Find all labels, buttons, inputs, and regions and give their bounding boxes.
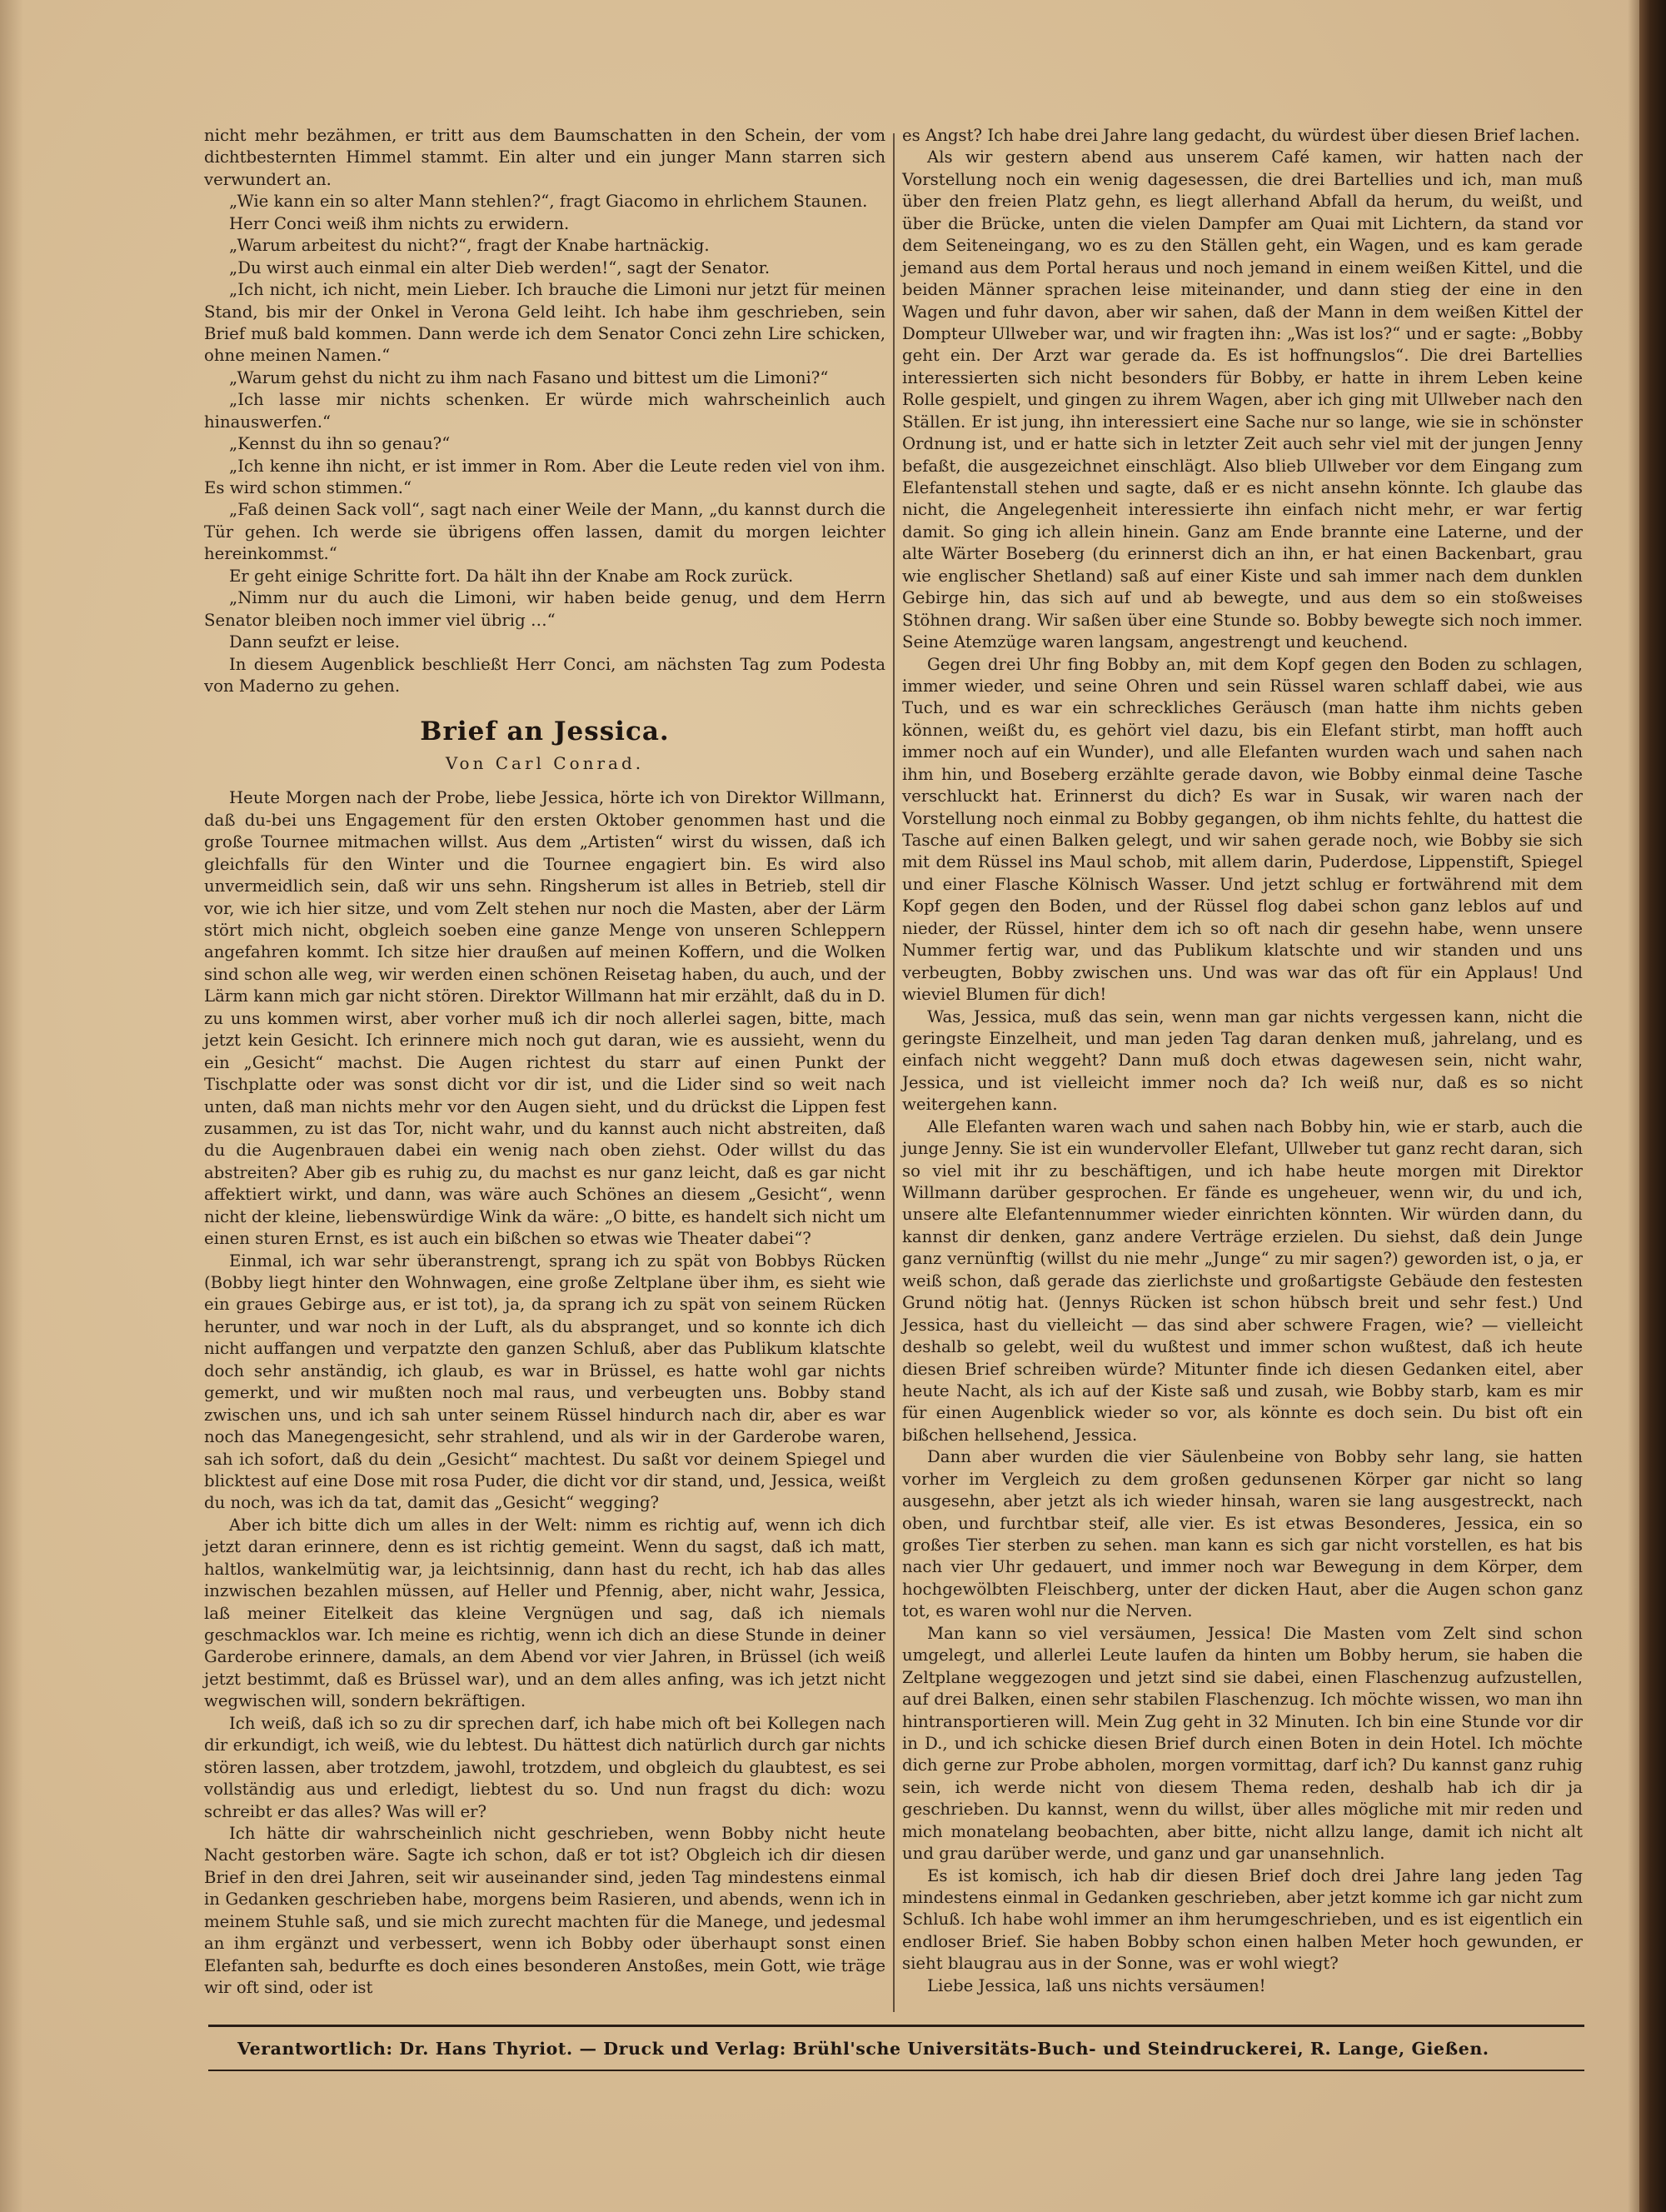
paragraph: Als wir gestern abend aus unserem Café kamen, wir hatten nach der Vorstellung noch ein wenig dagesessen, die drei Bartellies und ich, man muß über den freien Platz gehn, es liegt allerhand Abfall da herum, du weißt, und über die Brücke, unten die vielen Dampfer am Quai mit Lichtern, da stand vor dem Seiteneingang, wo es zu den Ställen geht, ein Wagen, und es kam gerade jemand aus dem Portal heraus und noch jemand in einem weißen Kittel, und die beiden Männer sprachen leise miteinander, und dann stieg der eine in den Wagen und fuhr davon, aber wir sahen, daß der Mann in dem weißen Kittel der Dompteur Ullweber war, und wir fragten ihn: „Was ist los?“ und er sagte: „Bobby geht ein. Der Arzt war gerade da. Es ist hoffnungslos“. Die drei Bartellies interessierten sich nicht besonders für Bobby, er hatte in ihrem Leben keine Rolle gespielt, und gingen zu ihrem Wagen, aber ich ging mit Ullweber nach den Ställen. Er ist jung, ihn interessiert eine Sache nur so lange, wie sie in schönster Ordnung ist, und er hatte sich in letzter Zeit auch sehr viel mit der jungen Jenny befaßt, die ausgezeichnet einschlägt. Also blieb Ullweber vor dem Eingang zum Elefantenstall stehen und sagte, daß er es nicht ansehn könnte. Ich glaube das nicht, die Angelegenheit interessierte ihn einfach nicht mehr, er war fertig damit. So ging ich allein hinein. Ganz am Ende brannte eine Laterne, und der alte Wärter Boseberg (du erinnerst dich an ihn, er hat einen Backenbart, grau wie englischer Shetland) saß auf einer Kiste und sah immer nach dem dunklen Gebirge hin, das sich auf und ab bewegte, und aus dem so ein stoßweises Stöhnen drang. Wir saßen über eine Stunde so. Bobby bewegte sich noch immer. Seine Atemzüge waren langsam, angestrengt und keuchend. [902,147,1583,652]
paragraph: Ich hätte dir wahrscheinlich nicht geschrieben, wenn Bobby nicht heute Nacht gestorben wäre. Sagte ich schon, daß er tot ist? Obgleich ich dir diesen Brief in den drei Jahren, seit wir auseinander sind, jeden Tag mindestens einmal in Gedanken geschrieben habe, morgens beim Rasieren, und abends, wenn ich in meinem Stuhle saß, und sie mich zurecht machten für die Manege, und jedesmal an ihm ergänzt und verbessert, wenn ich Bobby oder überhaupt sonst einen Elefanten sah, bedurfte es doch eines besonderen Anstoßes, mein Gott, wie träge wir oft sind, oder ist [204,1823,885,1997]
spine-shadow [1628,0,1639,2212]
book-binding [1639,0,1666,2212]
paragraph: „Wie kann ein so alter Mann stehlen?“, fragt Giacomo in ehrlichem Staunen. [229,192,868,212]
paragraph: „Nimm nur du auch die Limoni, wir haben beide genug, und dem Herrn Senator bleiben noch immer viel übrig …“ [204,588,885,630]
paragraph: Was, Jessica, muß das sein, wenn man gar nichts vergessen kann, nicht die geringste Einzelheit, und man jeden Tag daran denken muß, jahrelang, und es einfach nicht weggeht? Dann muß doch etwas dagewesen sein, nicht wahr, Jessica, und ist vielleicht immer noch da? Ich weiß nur, daß es so nicht weitergehen kann. [902,1006,1583,1115]
paragraph: Heute Morgen nach der Probe, liebe Jessica, hörte ich von Direktor Willmann, daß du-bei uns Engagement für den ersten Oktober genommen hast und die große Tournee mitmachen willst. Aus dem „Artisten“ wirst du wissen, daß ich gleichfalls für den Winter und die Tournee engagiert bin. Es wird also unvermeidlich sein, daß wir uns sehn. Ringsherum ist alles in Betrieb, stell dir vor, wie ich hier sitze, und vom Zelt stehen nur noch die Masten, aber der Lärm stört mich nicht, obgleich soeben eine ganze Menge von unseren Schleppern angefahren kommt. Ich sitze hier draußen auf meinen Koffern, und die Wolken sind schon alle weg, wir werden einen schönen Reisetag haben, du auch, und der Lärm kann mich gar nicht stören. Direktor Willmann hat mir erzählt, daß du in D. zu uns kommen wirst, aber vorher muß ich dir noch allerlei sagen, bitte, mach jetzt kein Gesicht. Ich erinnere mich noch gut daran, wie es aussieht, wenn du ein „Gesicht“ machst. Die Augen richtest du starr auf einen Punkt der Tischplatte oder was sonst dicht vor dir ist, und die Lider sind so weit nach unten, daß man nichts mehr vor den Augen sieht, und du drückst die Lippen fest zusammen, zu ist das Tor, nicht wahr, und du kannst auch nicht abstreiten, daß du die Augenbrauen dabei ein wenig nach oben ziehst. Oder willst du das abstreiten? Aber gib es ruhig zu, du machst es nur ganz leicht, daß es gar nicht affektiert wirkt, und dann, was wäre auch Schönes an diesem „Gesicht“, wenn nicht der kleine, liebenswürdige Wink da wäre: „O bitte, es handelt sich nicht um einen sturen Ernst, es ist auch ein bißchen so etwas wie Theater dabei“? [204,788,885,1249]
left-column [204,125,885,1999]
paragraph: „Du wirst auch einmal ein alter Dieb werden!“, sagt der Senator. [229,257,771,277]
story-continuation [204,125,885,697]
paragraph: Ich weiß, daß ich so zu dir sprechen darf, ich habe mich oft bei Kollegen nach dir erkundigt, ich weiß, wie du lebtest. Du hättest dich natürlich durch gar nichts stören lassen, aber trotzdem, jawohl, trotzdem, und obgleich du glaubtest, es sei vollständig aus und erledigt, liebtest du so. Und nun fragst du dich: wozu schreibt er das alles? Was will er? [204,1713,885,1821]
page-edge-shadow [0,0,23,2212]
column-divider [893,133,895,2012]
paragraph: „Faß deinen Sack voll“, sagt nach einer Weile der Mann, „du kannst durch die Tür gehen. Ich werde sie übrigens offen lassen, damit du morgen leichter hereinkommst.“ [204,500,885,564]
article-header [204,716,885,776]
paragraph: „Kennst du ihn so genau?“ [229,434,451,454]
paragraph: In diesem Augenblick beschließt Herr Conci, am nächsten Tag zum Podesta von Maderno zu gehen. [204,654,885,696]
paragraph: „Warum arbeitest du nicht?“, fragt der Knabe hartnäckig. [229,236,710,256]
paragraph: Er geht einige Schritte fort. Da hält ihn der Knabe am Rock zurück. [229,566,794,586]
paragraph: Alle Elefanten waren wach und sahen nach Bobby hin, wie er starb, auch die junge Jenny. Sie ist ein wundervoller Elefant, Ullweber tut ganz recht daran, sich so viel mit ihr zu beschäftigen, und ich habe heute morgen mit Direktor Willmann darüber gesprochen. Er fände es ungeheuer, wenn wir, du und ich, unsere alte Elefantennummer wieder einrichten könnten. Wir würden dann, du kannst dir denken, ganz andere Verträge erzielen. Du siehst, daß dein Junge ganz vernünftig (willst du nie mehr „Junge“ zu mir sagen?) geworden ist, o ja, er weiß schon, daß gerade das zierlichste und großartigste Gebäude den festesten Grund nötig hat. (Jennys Rücken ist schon hübsch breit und sehr fest.) Und Jessica, hast du vielleicht — das sind aber schwere Fragen, wie? — vielleicht deshalb so gelebt, weil du wußtest und immer schon wußtest, daß ich heute diesen Brief schreiben würde? Mitunter finde ich diesen Gedanken eitel, aber heute Nacht, als ich auf der Kiste saß und zusah, wie Bobby starb, kam es mir für einen Augenblick wieder so vor, als könnte es doch sein. Du bist oft ein bißchen hellsehend, Jessica. [902,1116,1583,1445]
paragraph: Dann seufzt er leise. [229,632,400,652]
paragraph: Man kann so viel versäumen, Jessica! Die Masten vom Zelt sind schon umgelegt, und allerlei Leute laufen da hinten um Bobby herum, sie haben die Zeltplane weggezogen und jetzt sind sie dabei, einen Flaschenzug aufzustellen, auf drei Balken, einen sehr stabilen Flaschenzug. Ich möchte wissen, wo man ihn hintransportieren will. Mein Zug geht in 32 Minuten. Ich bin eine Stunde vor dir in D., und ich schicke diesen Brief durch einen Boten in dein Hotel. Ich möchte dich gerne zur Probe abholen, morgen vormittag, darf ich? Du kannst ganz ruhig sein, ich werde nicht von diesem Thema reden, deshalb hab ich dir ja geschrieben. Du kannst, wenn du willst, über alles mögliche mit mir reden und mich monatelang beobachten, aber bitte, nicht allzu lange, damit ich nicht alt und grau darüber werde, und ganz und gar unansehnlich. [902,1623,1583,1864]
paragraph: Liebe Jessica, laß uns nichts versäumen! [927,1975,1266,1995]
paragraph: Einmal, ich war sehr überanstrengt, sprang ich zu spät von Bobbys Rücken (Bobby liegt hinter den Wohnwagen, eine große Zeltplane über ihm, es sieht wie ein graues Gebirge aus, er ist tot), ja, da sprang ich zu spät von seinem Rücken herunter, und war noch in der Luft, als du abspranget, und so konnte ich dich nicht auffangen und verpatzte den ganzen Schluß, aber das Publikum klatschte doch sehr anständig, ich glaub, es war in Brüssel, es hatte wohl gar nichts gemerkt, und wir mußten noch mal raus, und verbeugten uns. Bobby stand zwischen uns, und ich sah unter seinem Rüssel hindurch nach dir, aber es war noch das Manegengesicht, sehr strahlend, und als wir in der Garderobe waren, sah ich sofort, daß du dein „Gesicht“ machtest. Du saßt vor deinem Spiegel und blicktest auf eine Dose mit rosa Puder, die dicht vor dir stand, und, Jessica, weißt du noch, was ich da tat, damit das „Gesicht“ wegging? [204,1251,885,1513]
paragraph: Aber ich bitte dich um alles in der Welt: nimm es richtig auf, wenn ich dich jetzt daran erinnere, denn es ist richtig gemeint. Wenn du sagst, daß ich matt, haltlos, wankelmütig war, ja leichtsinnig, dann hast du recht, ich hab das alles inzwischen bezahlen müssen, auf Heller und Pfennig, aber, nicht wahr, Jessica, laß meiner Eitelkeit das kleine Vergnügen und sag, daß ich niemals geschmacklos war. Ich meine es richtig, wenn ich dich an diese Stunde in deiner Garderobe erinnere, damals, an dem Abend vor vier Jahren, in Brüssel (ich weiß jetzt bestimmt, daß es Brüssel war), und an dem alles anfing, was ich jetzt nicht wegwischen will, sondern bekräftigen. [204,1515,885,1711]
footer-rule [208,2025,1584,2027]
paragraph: „Ich kenne ihn nicht, er ist immer in Rom. Aber die Leute reden viel von ihm. Es wird schon stimmen.“ [204,456,885,497]
article-byline: Von Carl Conrad. [445,753,645,774]
right-column [902,125,1583,1997]
paragraph: Dann aber wurden die vier Säulenbeine von Bobby sehr lang, sie hatten vorher im Vergleich zu dem großen gedunsenen Körper gar nicht so lang ausgesehn, aber jetzt als ich wieder hinsah, waren sie lang ausgestreckt, nach oben, und furchtbar steif, alle vier. Es ist etwas Besonderes, Jessica, ein so großes Tier sterben zu sehen. man kann es sich gar nicht vorstellen, es hat bis nach vier Uhr gedauert, und immer noch war Bewegung in dem Körper, dem hochgewölbten Fleischberg, unter der dicken Haut, aber die Augen schon ganz tot, es waren wohl nur die Nerven. [902,1447,1583,1621]
article-body-left [204,787,885,1999]
paragraph: es Angst? Ich habe drei Jahre lang gedacht, du würdest über diesen Brief lachen. [902,126,1580,145]
paragraph: „Ich nicht, ich nicht, mein Lieber. Ich brauche die Limoni nur jetzt für meinen Stand, bis mir der Onkel in Verona Geld leiht. Ich habe ihm geschrieben, sein Brief muß bald kommen. Dann werde ich dem Senator Conci zehn Lire schicken, ohne meinen Namen.“ [204,280,885,366]
imprint-line: Verantwortlich: Dr. Hans Thyriot. — Druck und Verlag: Brühl'sche Universitäts-Buch- und Steindruckerei, R. Lange, Gießen. [237,2039,1489,2059]
article-title: Brief an Jessica. [420,717,670,747]
footer-rule-bottom [208,2070,1584,2071]
paragraph: „Warum gehst du nicht zu ihm nach Fasano und bittest um die Limoni?“ [229,367,829,387]
paragraph: Gegen drei Uhr fing Bobby an, mit dem Kopf gegen den Boden zu schlagen, immer wieder, und seine Ohren und sein Rüssel waren schlaff dabei, wie aus Tuch, und es war ein schreckliches Geräusch (man hatte ihm nichts geben können, weißt du, es gehört viel dazu, bis ein Elefant stirbt, man hofft auch immer noch auf ein Wunder), und alle Elefanten wurden wach und sahen nach ihm hin, und Boseberg erzählte gerade davon, wie Bobby einmal deine Tasche verschluckt hat. Erinnerst du dich? Es war in Susak, wir waren nach der Vorstellung noch einmal zu Bobby gegangen, ob ihm nichts fehlte, du hattest die Tasche auf einen Balken gelegt, und wir sahen gerade noch, wie Bobby sie sich mit dem Rüssel ins Maul schob, mit allem darin, Puderdose, Lippenstift, Spiegel und einer Flasche Kölnisch Wasser. Und jetzt schlug er fortwährend mit dem Kopf gegen den Boden, und der Rüssel flog dabei schon ganz leblos auf und nieder, der Rüssel, hinter dem ich so oft nach dir gesehn habe, wenn unsere Nummer fertig war, und das Publikum klatschte und wir standen und uns verbeugten, Bobby zwischen uns. Und was war das oft für ein Applaus! Und wieviel Blumen für dich! [902,654,1583,1005]
paragraph: Es ist komisch, ich hab dir diesen Brief doch drei Jahre lang jeden Tag mindestens einmal in Gedanken geschrieben, aber jetzt komme ich gar nicht zum Schluß. Ich habe wohl immer an ihm herumgeschrieben, und es ist eigentlich ein endloser Brief. Sie haben Bobby schon einen halben Meter hoch gewunden, er sieht blaugrau aus in der Sonne, was er wohl wiegt? [902,1865,1583,1974]
paragraph: „Ich lasse mir nichts schenken. Er würde mich wahrscheinlich auch hinauswerfen.“ [204,390,885,432]
paragraph: nicht mehr bezähmen, er tritt aus dem Baumschatten in den Schein, der vom dichtbesternten Himmel stammt. Ein alter und ein junger Mann starren sich verwundert an. [204,126,885,189]
paragraph: Herr Conci weiß ihm nichts zu erwidern. [229,213,570,233]
